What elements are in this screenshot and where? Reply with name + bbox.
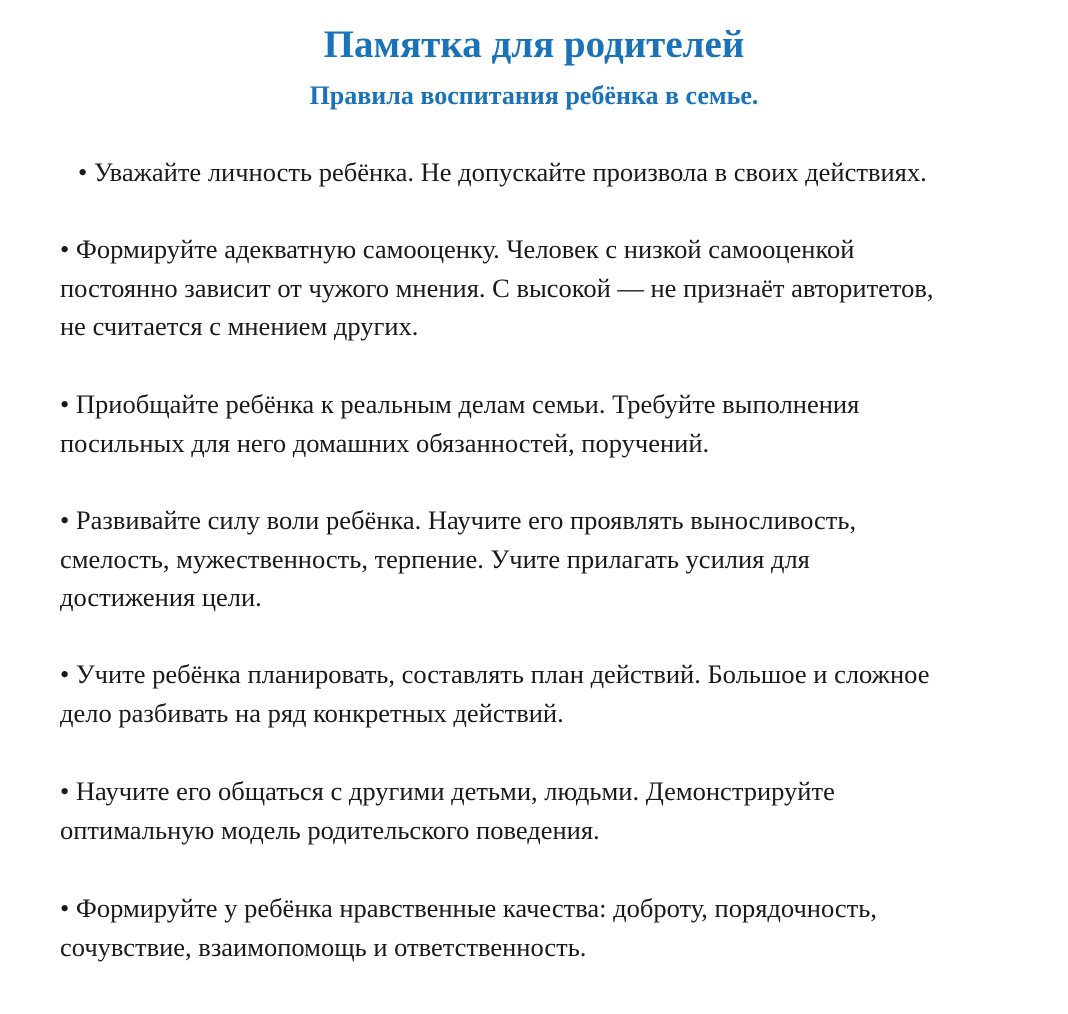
- rule-line: • Приобщайте ребёнка к реальным делам семьи. Требуйте выполнения: [60, 389, 860, 419]
- page-title: Памятка для родителей: [323, 23, 745, 66]
- rule-line: • Уважайте личность ребёнка. Не допускайте произвола в своих действиях.: [78, 157, 927, 187]
- rule-item-1: [78, 153, 1053, 192]
- rule-item-7: [60, 889, 1035, 966]
- rule-line: посильных для него домашних обязанностей, поручений.: [60, 427, 710, 458]
- rule-item-4: [60, 501, 1035, 617]
- rule-item-2: [60, 230, 1035, 346]
- rule-line: дело разбивать на ряд конкретных действий.: [60, 697, 564, 728]
- rule-line: • Учите ребёнка планировать, составлять план действий. Большое и сложное: [60, 659, 930, 689]
- rule-line: достижения цели.: [60, 582, 262, 612]
- rule-line: постоянно зависит от чужого мнения. С высокой — не признаёт авторитетов,: [60, 272, 934, 303]
- page-subtitle: Правила воспитания ребёнка в семье.: [309, 81, 759, 110]
- rule-line: • Формируйте адекватную самооценку. Человек с низкой самооценкой: [60, 234, 855, 264]
- rule-line: сочувствие, взаимопомощь и ответственность.: [60, 931, 587, 962]
- rule-item-3: [60, 385, 1035, 462]
- rule-line: • Формируйте у ребёнка нравственные качества: доброту, порядочность,: [60, 893, 877, 923]
- rule-item-6: [60, 772, 1035, 849]
- rule-line: оптимальную модель родительского поведения.: [60, 814, 600, 845]
- rule-item-5: [60, 655, 1035, 732]
- rule-line: не считается с мнением других.: [60, 311, 419, 341]
- rule-line: • Научите его общаться с другими детьми, людьми. Демонстрируйте: [60, 776, 835, 806]
- rule-line: смелость, мужественность, терпение. Учите прилагать усилия для: [60, 543, 810, 574]
- rule-line: • Развивайте силу воли ребёнка. Научите его проявлять выносливость,: [60, 505, 857, 535]
